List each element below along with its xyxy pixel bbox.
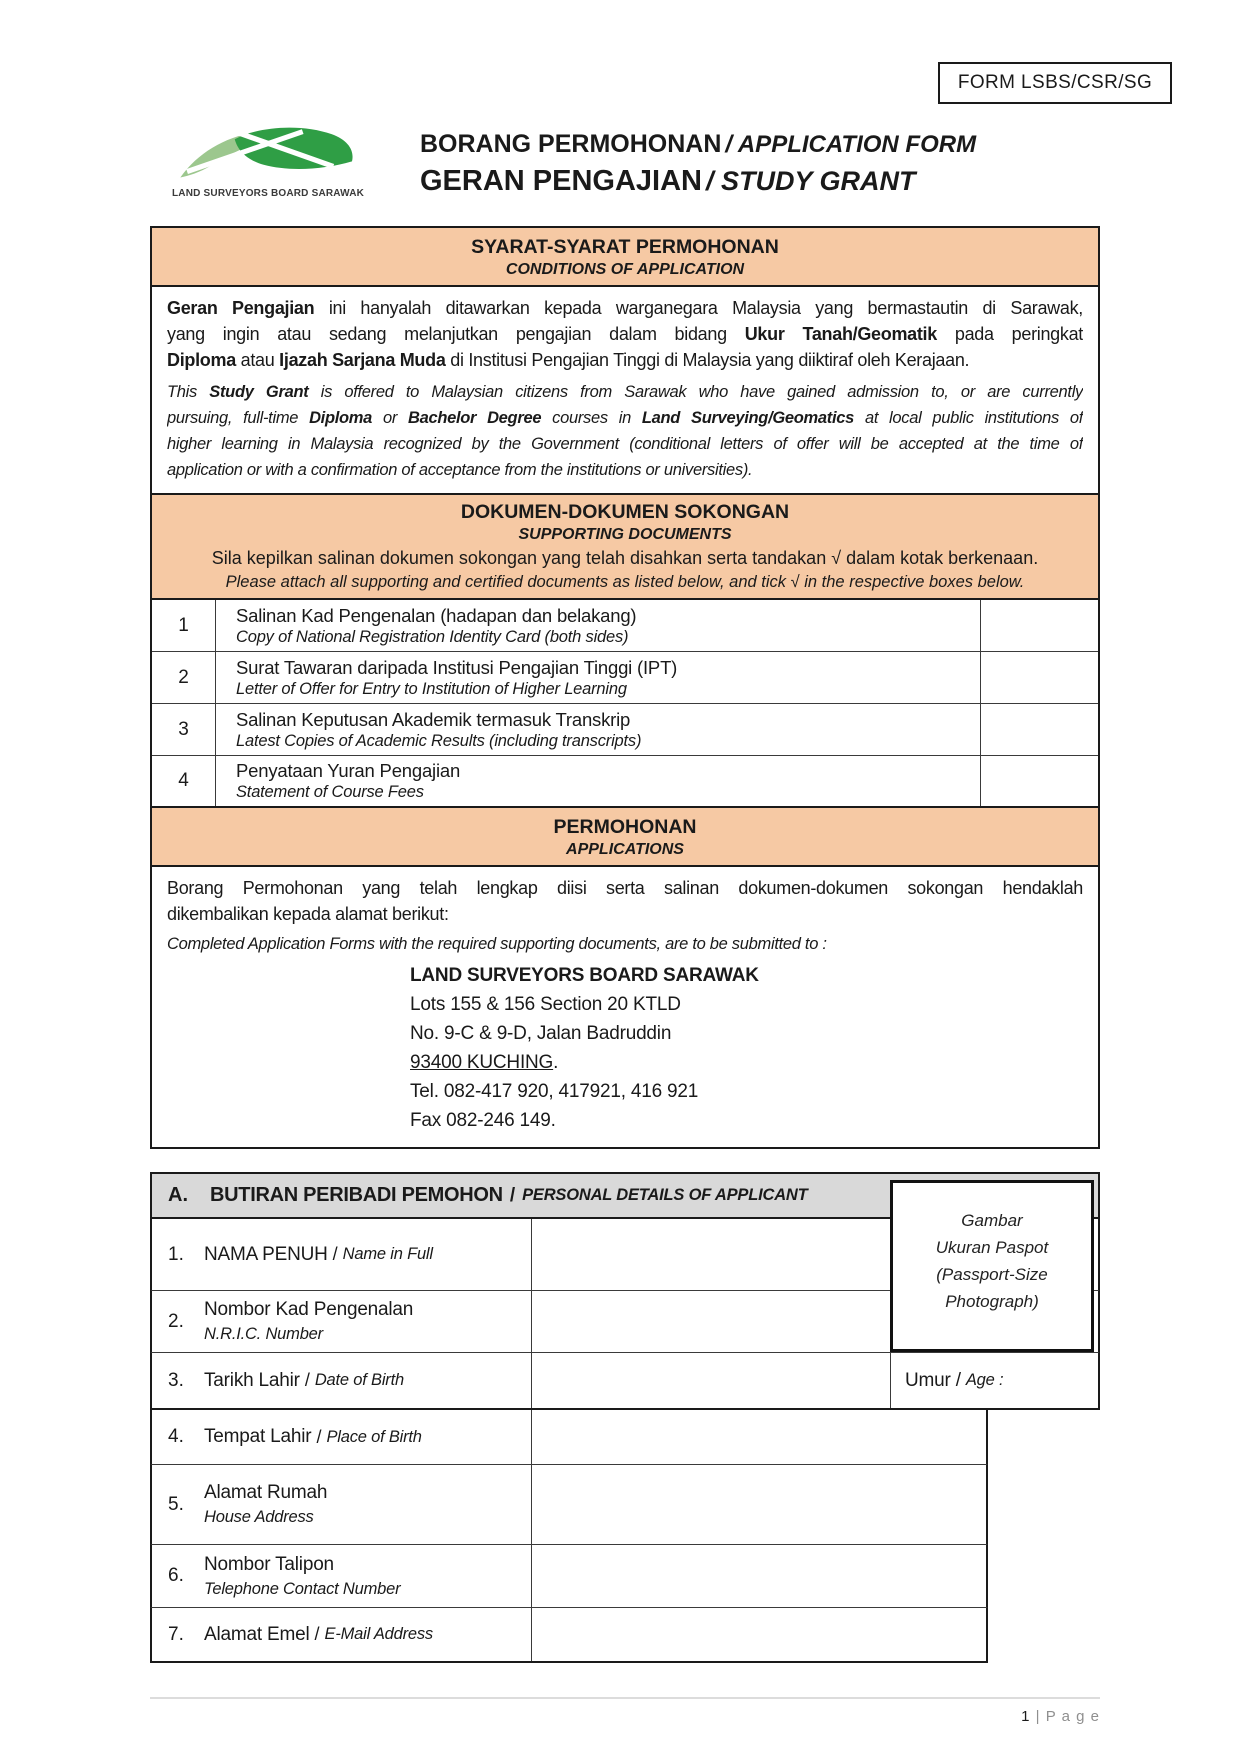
field-label-en: Place of Birth: [326, 1427, 422, 1446]
form-code: FORM LSBS/CSR/SG: [957, 72, 1153, 93]
photo-box[interactable]: [890, 1180, 1094, 1352]
applications-heading-en: APPLICATIONS: [566, 841, 684, 858]
field-label-my: Alamat Rumah: [204, 1482, 328, 1503]
age-label-en: Age :: [965, 1371, 1004, 1389]
address-city-suffix: .: [553, 1052, 559, 1073]
field-label-nama-penuh: [152, 1219, 532, 1290]
photo-box-line: Gambar: [961, 1211, 1023, 1230]
field-label-nric: [152, 1291, 532, 1352]
field-label-separator: /: [332, 1244, 338, 1264]
field-number: 7.: [168, 1623, 184, 1645]
tick-box-cell-1[interactable]: [980, 600, 1098, 651]
field-input-nama-penuh[interactable]: [532, 1219, 890, 1290]
paragraph-line: Borang Permohonan yang telah lengkap diisi serta salinan dokumen-dokumen sokongan hendaklah: [167, 878, 1083, 898]
field-label-alamat-emel: [152, 1608, 532, 1661]
field-input-alamat-rumah[interactable]: [532, 1465, 986, 1544]
photo-box-line: Photograph): [945, 1292, 1039, 1311]
document-item-label: [216, 756, 980, 806]
age-field-cell[interactable]: [890, 1353, 1098, 1408]
document-item-title-en: Statement of Course Fees: [236, 783, 424, 801]
field-label-nombor-talipon: [152, 1545, 532, 1607]
field-row-tempat-lahir: [150, 1410, 988, 1465]
footer-rule: [150, 1697, 1100, 1699]
applications-paragraph-en: Completed Application Forms with the required supporting documents, are to be submitted to :: [167, 935, 827, 953]
field-label-my: Tarikh Lahir: [204, 1369, 300, 1391]
field-input-nombor-talipon[interactable]: [532, 1545, 986, 1607]
document-title: [420, 130, 976, 198]
title-line-2-en: / STUDY GRANT: [706, 166, 916, 196]
form-code-box: [938, 62, 1172, 104]
age-label-my: Umur /: [905, 1369, 961, 1391]
paragraph-line: Diploma atau Ijazah Sarjana Muda di Institusi Pengajian Tinggi di Malaysia yang diiktiraf oleh Kerajaan.: [167, 350, 970, 370]
supporting-documents-table: [152, 600, 1098, 808]
paragraph-line: application or with a confirmation of acceptance from the institutions or universities).: [167, 461, 753, 479]
address-line-2: No. 9-C & 9-D, Jalan Badruddin: [410, 1023, 672, 1044]
conditions-heading-my: SYARAT-SYARAT PERMOHONAN: [471, 236, 779, 258]
field-input-nric[interactable]: [532, 1291, 890, 1352]
supporting-documents-instruction-en: Please attach all supporting and certified documents as listed below, and tick √ in the respective boxes below.: [225, 573, 1025, 591]
document-item-title-en: Letter of Offer for Entry to Institution of Higher Learning: [236, 679, 627, 698]
field-label-separator: /: [304, 1370, 310, 1390]
field-label-en: Date of Birth: [314, 1371, 404, 1389]
section-a-heading-separator: /: [509, 1184, 516, 1206]
field-row-alamat-rumah: [150, 1465, 988, 1545]
document-item-title-my: Penyataan Yuran Pengajian: [236, 760, 461, 781]
supporting-documents-heading-my: DOKUMEN-DOKUMEN SOKONGAN: [460, 501, 790, 523]
applications-body: [152, 867, 1098, 1147]
paragraph-line: This Study Grant is offered to Malaysian citizens from Sarawak who have gained admission to, or are currently: [167, 383, 1083, 401]
section-a-heading-my: BUTIRAN PERIBADI PEMOHON: [210, 1184, 503, 1206]
supporting-documents-heading-en: SUPPORTING DOCUMENTS: [518, 526, 732, 543]
field-label-my: Alamat Emel: [204, 1623, 310, 1645]
address-city-text: 93400 KUCHING: [410, 1052, 554, 1073]
field-label-separator: /: [316, 1426, 322, 1447]
field-label-tempat-lahir: [152, 1410, 532, 1464]
tick-box-cell-2[interactable]: [980, 652, 1098, 703]
field-label-my: Nombor Talipon: [204, 1553, 334, 1575]
paragraph-line: Geran Pengajian ini hanyalah ditawarkan kepada warganegara Malaysia yang bermastautin di Sarawak,: [167, 298, 1083, 318]
field-label-separator: /: [314, 1624, 320, 1644]
tick-box-cell-4[interactable]: [980, 756, 1098, 806]
section-a-index: A.: [168, 1184, 188, 1206]
title-line-1-my: BORANG PERMOHONAN: [420, 130, 722, 158]
field-number: 3.: [168, 1369, 184, 1391]
document-item-title-my: Salinan Keputusan Akademik termasuk Transkrip: [236, 708, 631, 730]
document-item-number: 4: [152, 756, 216, 806]
address-name: LAND SURVEYORS BOARD SARAWAK: [410, 965, 759, 986]
logo-graphic: [172, 118, 362, 186]
field-label-en: Telephone Contact Number: [204, 1579, 401, 1598]
field-row-tarikh-lahir: [150, 1353, 1100, 1410]
conditions-paragraph-my: [167, 295, 1083, 373]
section-a-heading-en: PERSONAL DETAILS OF APPLICANT: [522, 1186, 808, 1204]
conditions-paragraph-en: [167, 379, 1083, 483]
field-row-alamat-emel: [150, 1608, 988, 1663]
field-label-en: House Address: [204, 1508, 314, 1526]
field-number: 4.: [168, 1426, 184, 1447]
applications-header: [152, 808, 1098, 867]
field-label-en: N.R.I.C. Number: [204, 1325, 323, 1343]
title-line-2: [420, 165, 976, 198]
document-item-number: 3: [152, 704, 216, 755]
field-label-alamat-rumah: [152, 1465, 532, 1544]
tick-box-cell-3[interactable]: [980, 704, 1098, 755]
document-item-title-my: Surat Tawaran daripada Institusi Pengajian Tinggi (IPT): [236, 656, 678, 678]
document-item-row-3: [152, 704, 1098, 756]
document-item-number: 2: [152, 652, 216, 703]
document-item-number: 1: [152, 600, 216, 651]
document-item-row-2: [152, 652, 1098, 704]
main-form-box: [150, 226, 1100, 1149]
logo-caption: LAND SURVEYORS BOARD SARAWAK: [172, 188, 365, 199]
field-label-my: Tempat Lahir: [204, 1426, 312, 1447]
document-item-title-en: Latest Copies of Academic Results (including transcripts): [236, 731, 642, 750]
supporting-documents-instruction-my: Sila kepilkan salinan dokumen sokongan yang telah disahkan serta tandakan √ dalam kotak berkenaan.: [211, 548, 1039, 568]
page-number-label: | P a g e: [1035, 1708, 1100, 1725]
applications-paragraph-my: [167, 875, 1083, 927]
supporting-documents-header: [152, 495, 1098, 600]
field-input-tarikh-lahir[interactable]: [532, 1353, 890, 1408]
applications-heading-my: PERMOHONAN: [553, 816, 697, 838]
field-label-my: Nombor Kad Pengenalan: [204, 1299, 414, 1320]
field-number: 1.: [168, 1243, 184, 1265]
photo-box-line: Ukuran Paspot: [935, 1238, 1049, 1257]
field-label-tarikh-lahir: [152, 1353, 532, 1408]
page-number: 1: [1021, 1708, 1031, 1725]
conditions-header: [152, 228, 1098, 287]
document-item-label: [216, 600, 980, 651]
document-item-title-en: Copy of National Registration Identity Card (both sides): [236, 627, 629, 646]
field-input-alamat-emel[interactable]: [532, 1608, 986, 1661]
document-item-row-1: [152, 600, 1098, 652]
paragraph-line: higher learning in Malaysia recognized by the Government (conditional letters of offer will be accepted at the time of: [167, 435, 1083, 453]
field-label-my: NAMA PENUH: [204, 1243, 328, 1265]
page-footer: [150, 1708, 1100, 1725]
address-line-1: Lots 155 & 156 Section 20 KTLD: [410, 994, 681, 1015]
field-label-en: Name in Full: [342, 1245, 433, 1263]
field-input-tempat-lahir[interactable]: [532, 1410, 986, 1464]
submission-address: [410, 961, 1083, 1135]
document-item-label: [216, 652, 980, 703]
title-line-1-en: / APPLICATION FORM: [725, 131, 977, 158]
section-a-personal-details: [150, 1172, 1100, 1663]
document-item-row-4: [152, 756, 1098, 808]
field-number: 6.: [168, 1565, 184, 1586]
title-line-2-my: GERAN PENGAJIAN: [420, 165, 702, 197]
logo: [172, 118, 372, 199]
field-number: 5.: [168, 1493, 184, 1515]
paragraph-line: yang ingin atau sedang melanjutkan pengajian dalam bidang Ukur Tanah/Geomatik pada peringkat: [167, 324, 1083, 344]
conditions-heading-en: CONDITIONS OF APPLICATION: [505, 261, 745, 278]
paragraph-line: pursuing, full-time Diploma or Bachelor Degree courses in Land Surveying/Geomatics at local public institutions of: [167, 409, 1083, 427]
paragraph-line: dikembalikan kepada alamat berikut:: [167, 904, 449, 924]
conditions-body: [152, 287, 1098, 495]
address-fax: Fax 082-246 149.: [410, 1110, 556, 1131]
document-item-title-my: Salinan Kad Pengenalan (hadapan dan belakang): [236, 604, 637, 626]
photo-box-line: (Passport-Size: [936, 1265, 1048, 1284]
document-item-label: [216, 704, 980, 755]
field-number: 2.: [168, 1310, 184, 1332]
field-row-nombor-talipon: [150, 1545, 988, 1608]
address-tel: Tel. 082-417 920, 417921, 416 921: [410, 1081, 699, 1102]
address-city: [410, 1048, 1083, 1077]
field-label-en: E-Mail Address: [324, 1625, 433, 1643]
title-line-1: [420, 130, 976, 159]
